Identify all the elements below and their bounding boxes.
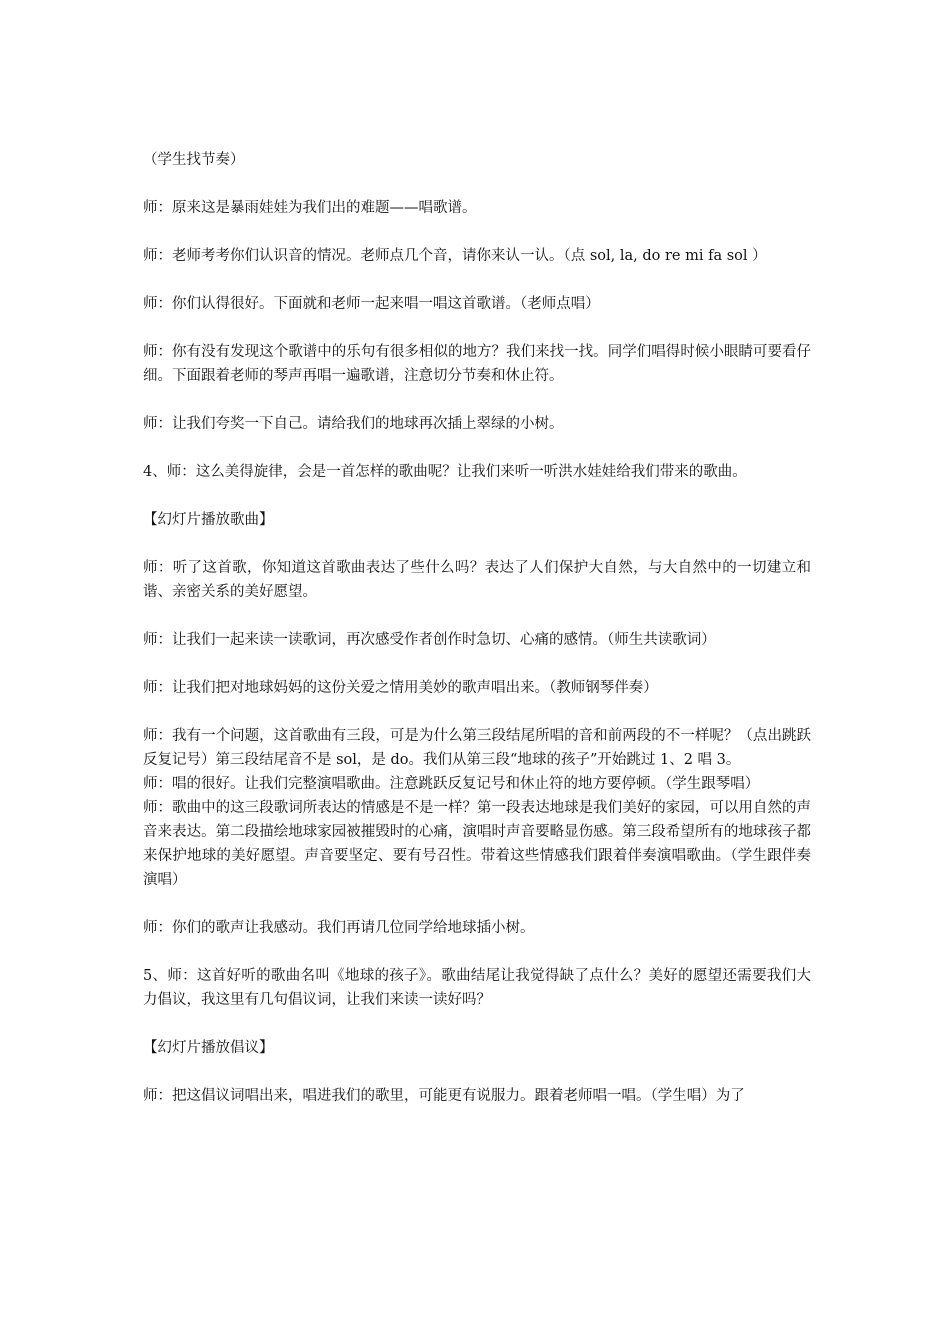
paragraph-praise-plant-tree: 师：让我们夸奖一下自己。请给我们的地球再次插上翠绿的小树。 — [143, 416, 564, 432]
paragraph-step-5: 5、师：这首好听的歌曲名叫《地球的孩子》。歌曲结尾让我觉得缺了点什么？美好的愿望还需要我们大力倡议，我这里有几句倡议词，让我们来读一读好吗？ — [143, 968, 811, 1008]
paragraph-verse-emotions: 师：歌曲中的这三段歌词所表达的情感是不是一样？第一段表达地球是我们美好的家园，可以用自然的声音来表达。第二段描绘地球家园被摧毁时的心痛，演唱时声音要略显伤感。第三段希望所有的地球孩子都来保护地球的美好愿望。声音要坚定、要有号召性。带着这些情感我们跟着伴奏演唱歌曲。（学生跟伴奏演唱） — [143, 800, 811, 888]
paragraph-student-rhythm: （学生找节奏） — [143, 152, 245, 168]
paragraph-full-performance: 师：唱的很好。让我们完整演唱歌曲。注意跳跃反复记号和休止符的地方要停顿。（学生跟琴唱） — [143, 776, 760, 792]
paragraph-identify-notes: 师：老师考考你们认识音的情况。老师点几个音，请你来认一认。（点 sol, la, do re mi fa sol ） — [143, 248, 767, 264]
paragraph-song-meaning: 师：听了这首歌，你知道这首歌曲表达了些什么吗？表达了人们保护大自然，与大自然中的一切建立和谐、亲密关系的美好愿望。 — [143, 560, 811, 600]
paragraph-sing-score-puzzle: 师：原来这是暴雨娃娃为我们出的难题——唱歌谱。 — [143, 200, 477, 216]
paragraph-sing-with-teacher: 师：你们认得很好。下面就和老师一起来唱一唱这首歌谱。（老师点唱） — [143, 296, 600, 312]
document-page — [143, 148, 811, 1108]
paragraph-moved-by-singing: 师：你们的歌声让我感动。我们再请几位同学给地球插小树。 — [143, 920, 535, 936]
paragraph-slide-play-song: 【幻灯片播放歌曲】 — [143, 512, 274, 528]
paragraph-sing-with-piano: 师：让我们把对地球妈妈的这份关爱之情用美妙的歌声唱出来。（教师钢琴伴奏） — [143, 680, 658, 696]
paragraph-three-verses-question: 师：我有一个问题，这首歌曲有三段，可是为什么第三段结尾所唱的音和前两段的不一样呢？（点出跳跃反复记号）第三段结尾音不是 sol，是 do。我们从第三段“地球的孩子”开始跳过 1、2 唱 3。 — [143, 728, 811, 768]
paragraph-slide-play-proposal: 【幻灯片播放倡议】 — [143, 1040, 274, 1056]
paragraph-sing-proposal: 师：把这倡议词唱出来，唱进我们的歌里，可能更有说服力。跟着老师唱一唱。（学生唱）为了 — [143, 1088, 745, 1104]
paragraph-step-4: 4、师：这么美得旋律，会是一首怎样的歌曲呢？让我们来听一听洪水娃娃给我们带来的歌曲。 — [143, 464, 747, 480]
paragraph-read-lyrics: 师：让我们一起来读一读歌词，再次感受作者创作时急切、心痛的感情。（师生共读歌词） — [143, 632, 716, 648]
paragraph-similar-phrases: 师：你有没有发现这个歌谱中的乐句有很多相似的地方？我们来找一找。同学们唱得时候小眼睛可要看仔细。下面跟着老师的琴声再唱一遍歌谱，注意切分节奏和休止符。 — [143, 344, 811, 384]
